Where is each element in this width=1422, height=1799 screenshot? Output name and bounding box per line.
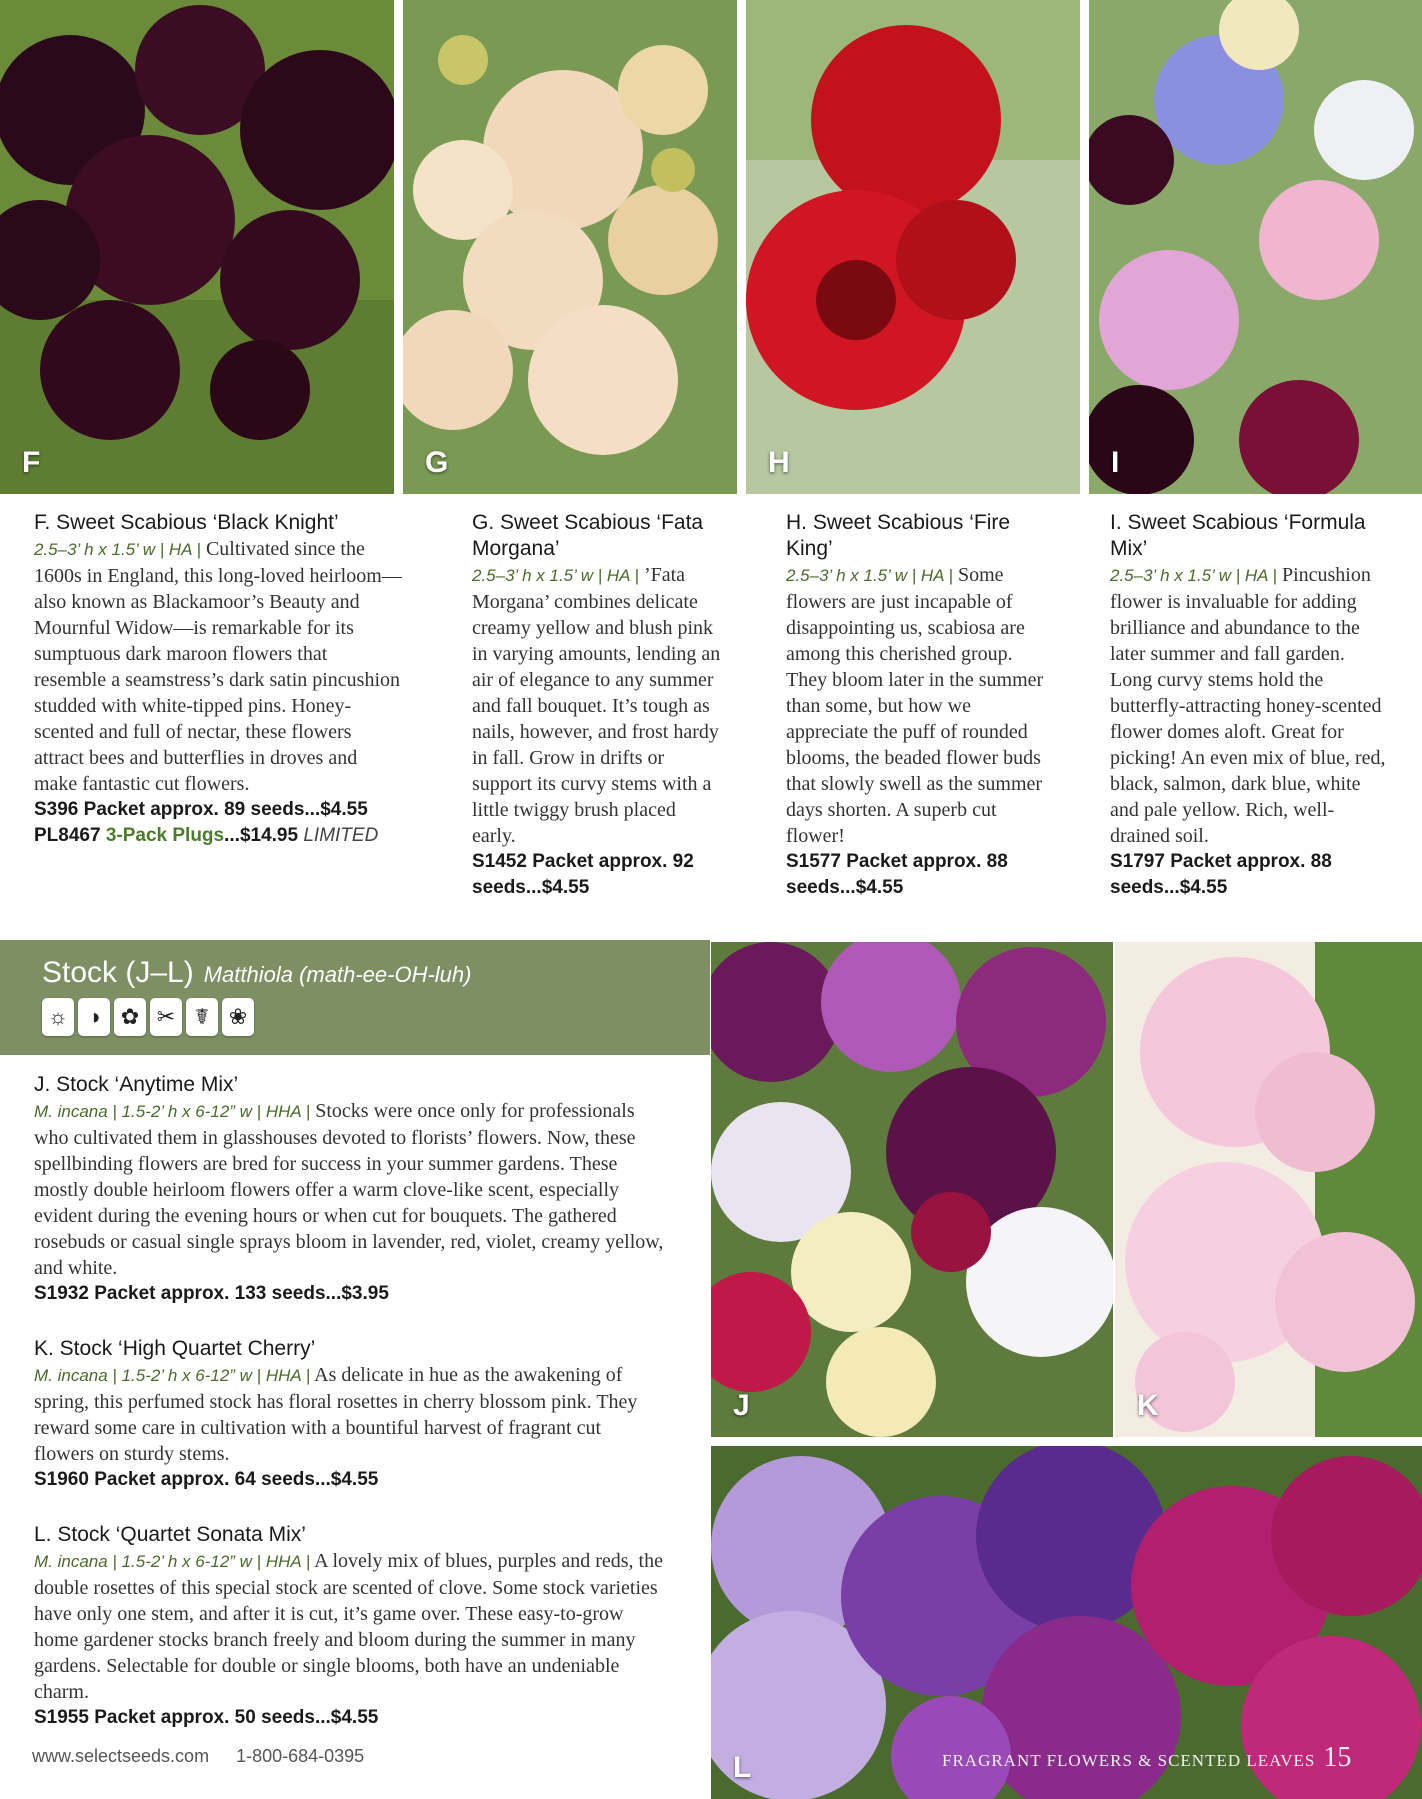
footer-section-name: FRAGRANT FLOWERS & SCENTED LEAVES — [942, 1751, 1316, 1770]
product-description-text: Cultivated since the 1600s in England, this long-loved heirloom—also known as Blackamoor’s Beauty and Mournful Widow—is remarkable for its sumptuous dark maroon flowers that resemble a seamstress’s dark satin pincushion studded with white-tipped pins. Honey-scented and full of nectar, these flowers attract bees and butterflies in droves and make fantastic cut flowers. — [34, 538, 402, 795]
bee-icon: ❀ — [222, 998, 254, 1036]
product-description-text: A lovely mix of blues, purples and reds, the double rosettes of this special stock are scented of clove. Some stock varieties have only one stem, and after it is cut, it’s game over. These easy-to-grow home gardener stocks branch freely and bloom during the summer in many gardens. Selectable for double or single blooms, both have an undeniable charm. — [34, 1550, 663, 1703]
product-title: K. Stock ‘High Quartet Cherry’ — [34, 1337, 316, 1360]
product-description-text: Some flowers are just incapable of disappointing us, scabiosa are among this cherished group. They bloom later in the summer than some, but how we appreciate the puff of rounded blooms, the beaded flower buds that slowly swell as the summer days shorten. A superb cut flower! — [786, 564, 1044, 847]
product-description — [472, 562, 724, 849]
product-description — [34, 1098, 664, 1281]
order-line-packet: S1960 Packet approx. 64 seeds...$4.55 — [34, 1469, 379, 1490]
product-block-formula-mix — [1110, 510, 1392, 901]
order-line-packet: S1932 Packet approx. 133 seeds...$3.95 — [34, 1283, 389, 1304]
section-title — [42, 956, 471, 990]
photo-letter-f: F — [22, 446, 41, 479]
product-block-quartet-sonata-mix — [34, 1522, 664, 1731]
order-line-plugs — [34, 823, 404, 849]
limited-label: LIMITED — [303, 825, 379, 846]
product-block-black-knight — [34, 510, 404, 849]
footer-website-link[interactable]: www.selectseeds.com — [32, 1746, 210, 1766]
footer-contact — [32, 1746, 386, 1767]
product-description-text: Pincushion flower is invaluable for adding brilliance and abundance to the later summer and fall garden. Long curvy stems hold the butterfly-attracting honey-scented flower domes aloft. Great for picking! An even mix of blue, red, black, salmon, dark blue, white and pale yellow. Rich, well-drained soil. — [1110, 564, 1386, 847]
section-title-text: Stock (J–L) — [42, 956, 194, 989]
stock-section-header — [0, 940, 710, 1055]
product-title: F. Sweet Scabious ‘Black Knight’ — [34, 511, 339, 534]
flower-icon: ✿ — [114, 998, 146, 1036]
photo-black-knight — [0, 0, 394, 494]
product-block-anytime-mix — [34, 1072, 664, 1307]
photo-anytime-mix — [711, 942, 1113, 1437]
product-title: G. Sweet Scabious ‘Fata Morgana’ — [472, 511, 704, 560]
sun-icon: ☼ — [42, 998, 74, 1036]
order-line-packet: S1955 Packet approx. 50 seeds...$4.55 — [34, 1707, 379, 1728]
order-code: PL8467 — [34, 825, 101, 846]
photo-letter-h: H — [768, 446, 790, 479]
product-meta: 2.5–3’ h x 1.5’ w | HA | — [472, 566, 639, 585]
part-shade-icon: ◑ — [78, 998, 110, 1036]
product-meta: 2.5–3’ h x 1.5’ w | HA | — [786, 566, 953, 585]
footer-section — [942, 1742, 1392, 1774]
product-title: I. Sweet Scabious ‘Formula Mix’ — [1110, 511, 1366, 560]
product-meta: M. incana | 1.5-2’ h x 6-12” w | HHA | — [34, 1102, 311, 1121]
product-description-text: ’Fata Morgana’ combines delicate creamy yellow and blush pink in varying amounts, lending an air of elegance to any summer and fall bouquet. It’s tough as nails, however, and frost hardy in fall. Grow in drifts or support its curvy stems with a little twiggy brush placed early. — [472, 564, 721, 847]
cut-flower-icon: ✂ — [150, 998, 182, 1036]
product-meta: 2.5–3’ h x 1.5’ w | HA | — [1110, 566, 1277, 585]
product-meta: 2.5–3’ h x 1.5’ w | HA | — [34, 540, 201, 559]
section-latin-name: Matthiola (math-ee-OH-luh) — [203, 962, 472, 987]
photo-letter-g: G — [425, 446, 449, 479]
product-title: J. Stock ‘Anytime Mix’ — [34, 1073, 239, 1096]
order-line-packet: S1452 Packet approx. 92 seeds...$4.55 — [472, 851, 694, 898]
product-description-text: As delicate in hue as the awakening of spring, this perfumed stock has floral rosettes in cherry blossom pink. They reward some care in cultivation with a bountiful harvest of fragrant cut flowers on sturdy stems. — [34, 1364, 638, 1465]
order-line-packet: S396 Packet approx. 89 seeds...$4.55 — [34, 799, 368, 820]
order-line-packet: S1797 Packet approx. 88 seeds...$4.55 — [1110, 851, 1332, 898]
product-meta: M. incana | 1.5-2’ h x 6-12” w | HHA | — [34, 1366, 311, 1385]
product-description — [34, 1362, 664, 1467]
product-title: H. Sweet Scabious ‘Fire King’ — [786, 511, 1011, 560]
order-price: ...$14.95 — [224, 825, 299, 846]
photo-letter-l: L — [733, 1751, 752, 1784]
product-block-fire-king — [786, 510, 1052, 901]
product-block-fata-morgana — [472, 510, 724, 901]
photo-formula-mix — [1089, 0, 1422, 494]
order-line-packet: S1577 Packet approx. 88 seeds...$4.55 — [786, 851, 1008, 898]
product-description-text: Stocks were once only for professionals who cultivated them in glasshouses devoted to florists’ flowers. Now, these spellbinding flowers are bred for success in your summer gardens. These mostly double heirloom flowers offer a warm clove-like scent, especially evident during the evening hours or when cut for bouquets. The gathered rosebuds or casual single sprays bloom in lavender, red, violet, creamy yellow, and white. — [34, 1100, 664, 1279]
photo-fire-king — [746, 0, 1080, 494]
photo-letter-i: I — [1111, 446, 1120, 479]
product-block-high-quartet-cherry — [34, 1336, 664, 1493]
plugs-link[interactable]: 3-Pack Plugs — [105, 825, 225, 846]
footer-phone: 1-800-684-0395 — [236, 1746, 365, 1766]
growing-icons — [42, 998, 254, 1036]
product-description — [786, 562, 1052, 849]
page-number: 15 — [1323, 1742, 1352, 1773]
product-description — [34, 536, 404, 797]
product-meta: M. incana | 1.5-2’ h x 6-12” w | HHA | — [34, 1552, 311, 1571]
product-description — [34, 1548, 664, 1705]
photo-fata-morgana — [403, 0, 737, 494]
product-title: L. Stock ‘Quartet Sonata Mix’ — [34, 1523, 306, 1546]
photo-letter-k: K — [1137, 1389, 1159, 1422]
deer-resistant-icon: ☤ — [186, 998, 218, 1036]
product-description — [1110, 562, 1392, 849]
photo-high-quartet-cherry — [1115, 942, 1422, 1437]
photo-letter-j: J — [733, 1389, 750, 1422]
